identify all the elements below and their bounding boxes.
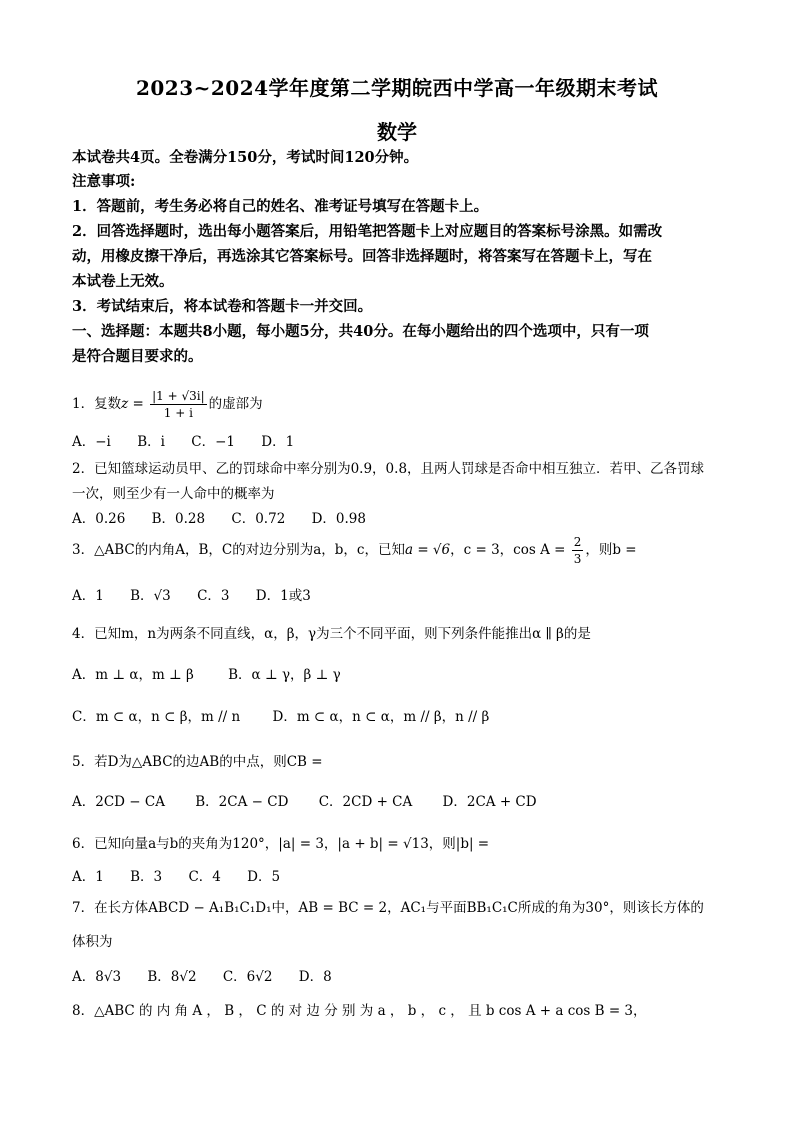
question-7-line2: 体积为 (72, 934, 113, 950)
notice-2c: 本试卷上无效。 (72, 273, 174, 290)
q1-numerator: |1 + √3i| (152, 389, 205, 403)
q6-option-b: B．3 (130, 869, 163, 885)
q3-cond2: ，c = 3，cos A = (450, 542, 566, 558)
notice-2a: 2．回答选择题时，选出每小题答案后，用铅笔把答题卡上对应题目的答案标号涂黑。如需改 (72, 223, 663, 240)
pages-info: 本试卷共4页。全卷满分150分，考试时间120分钟。 (72, 149, 419, 166)
q7-option-b: B．8√2 (147, 969, 197, 985)
notice-1: 1．答题前，考生务必将自己的姓名、准考证号填写在答题卡上。 (72, 198, 489, 215)
q5-option-c: C．2CD + CA (318, 794, 413, 810)
notice-3: 3．考试结束后，将本试卷和答题卡一并交回。 (72, 298, 373, 315)
q7-option-c: C．6√2 (222, 969, 273, 985)
question-4: 4．已知m，n为两条不同直线，α，β，γ为三个不同平面，则下列条件能推出α ∥ β的是 (72, 626, 591, 642)
q4-options-ab (72, 665, 732, 685)
q1-option-b: B．i (137, 434, 165, 450)
q3-option-b: B．√3 (130, 588, 171, 604)
q5-option-a: A．2CD − CA (72, 794, 165, 810)
q3-prefix: 3．△ABC的内角A，B，C的对边分别为a，b，c，已知 (72, 542, 405, 558)
q2-option-c: C．0.72 (231, 511, 286, 527)
q2-options (72, 509, 732, 529)
q4-option-b: B．α ⊥ γ，β ⊥ γ (228, 667, 341, 683)
q7-option-d: D．8 (298, 969, 332, 985)
q2-option-a: A．0.26 (72, 511, 126, 527)
q6-option-d: D．5 (247, 869, 281, 885)
question-1 (72, 388, 732, 421)
q7-options (72, 967, 732, 987)
q6-option-a: A．1 (72, 869, 104, 885)
q1-prefix: 1．复数 (72, 396, 122, 412)
q1-suffix: 的虚部为 (208, 396, 263, 412)
notice-2b: 动，用橡皮擦干净后，再选涂其它答案标号。回答非选择题时，将答案写在答题卡上，写在 (72, 248, 652, 265)
q6-options (72, 867, 732, 887)
exam-title: 2023~2024学年度第二学期皖西中学高一年级期末考试 (135, 76, 659, 100)
q3-cond1: a = √6 (404, 542, 451, 558)
q7-option-a: A．8√3 (72, 969, 122, 985)
question-8: 8．△ABC 的 内 角 A ， B ， C 的 对 边 分 别 为 a ， b ， c ， 且 b cos A + a cos B = 3， (72, 1003, 647, 1019)
q5-option-d: D．2CA + CD (442, 794, 537, 810)
section1-heading-a: 一、选择题：本题共8小题，每小题5分，共40分。在每小题给出的四个选项中，只有一项 (72, 323, 649, 340)
q1-options (72, 432, 732, 452)
q1-var: z = (121, 396, 144, 412)
q1-option-d: D．1 (261, 434, 295, 450)
q4-option-a: A．m ⊥ α，m ⊥ β (72, 667, 194, 683)
q2-option-d: D．0.98 (311, 511, 366, 527)
q1-option-c: C．−1 (191, 434, 235, 450)
question-2-line1: 2．已知篮球运动员甲、乙的罚球命中率分别为0.9，0.8，且两人罚球是否命中相互独立．若甲、乙各罚球 (72, 461, 705, 477)
q3-option-a: A．1 (72, 588, 104, 604)
q5-option-b: B．2CA − CD (195, 794, 289, 810)
q3-fraction (572, 534, 584, 567)
q3-option-c: C．3 (197, 588, 230, 604)
question-5: 5．若D为△ABC的边AB的中点，则CB = (72, 754, 323, 770)
question-2-line2: 一次，则至少有一人命中的概率为 (72, 486, 275, 502)
q4-option-d: D．m ⊂ α，n ⊂ α，m // β，n // β (272, 709, 490, 725)
q4-options-cd (72, 707, 732, 727)
question-7-line1: 7．在长方体ABCD − A₁B₁C₁D₁中，AB = BC = 2，AC₁与平面BB₁C₁C所成的角为30°，则该长方体的 (72, 900, 704, 916)
q3-option-d: D．1或3 (255, 588, 311, 604)
q1-denominator: 1 + i (163, 406, 193, 420)
q4-option-c: C．m ⊂ α，n ⊂ β，m // n (72, 709, 241, 725)
q3-options (72, 586, 732, 606)
q3-frac-den: 3 (573, 552, 582, 566)
question-6: 6．已知向量a与b的夹角为120°，|a| = 3，|a + b| = √13，则|b| = (72, 836, 490, 852)
q1-fraction (150, 388, 207, 421)
q1-option-a: A．−i (72, 434, 111, 450)
q5-options (72, 792, 732, 812)
q6-option-c: C．4 (188, 869, 221, 885)
q3-suffix: ，则b = (585, 542, 637, 558)
q2-option-b: B．0.28 (151, 511, 206, 527)
notice-heading: 注意事项: (72, 173, 136, 190)
question-3 (72, 533, 732, 567)
q3-frac-num: 2 (573, 535, 582, 549)
exam-subject: 数学 (377, 120, 417, 144)
section1-heading-b: 是符合题目要求的。 (72, 348, 203, 365)
